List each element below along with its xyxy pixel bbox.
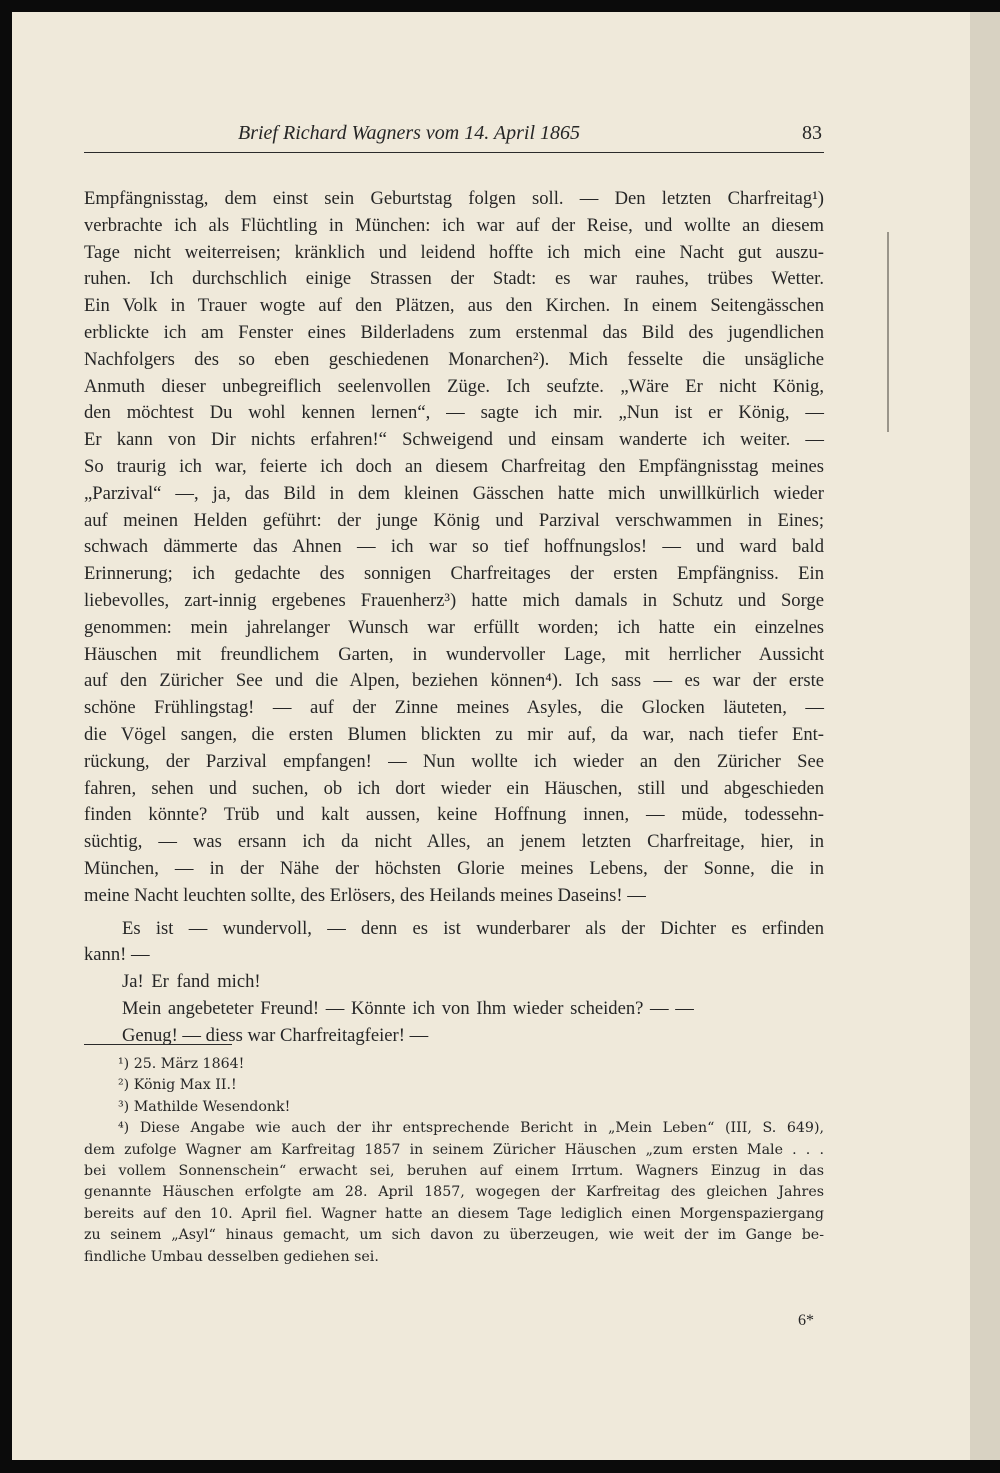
text-line: auf den Züricher See und die Alpen, beziehen können⁴). Ich sass — es war der erste	[84, 670, 824, 692]
text-line: schwach dämmerte das Ahnen — ich war so tief hoffnungslos! — und ward bald	[84, 536, 824, 558]
text-line: Häuschen mit freundlichem Garten, in wundervoller Lage, mit herrlicher Aussicht	[84, 643, 824, 665]
text-line: meine Nacht leuchten sollte, des Erlösers, des Heilands meines Daseins! —	[84, 884, 646, 906]
page-number: 83	[802, 122, 822, 144]
text-line: Mein angebeteter Freund! — Könnte ich von Ihm wieder scheiden? — —	[122, 997, 694, 1019]
text-line: „Parzival“ —, ja, das Bild in dem kleinen Gässchen hatte mich unwillkürlich wieder	[84, 482, 824, 504]
running-header	[84, 120, 824, 153]
footnote-4-line: bereits auf den 10. April fiel. Wagner hatte an diesem Tage lediglich einen Morgenspaziergang	[84, 1205, 824, 1222]
text-line: Anmuth dieser unbegreiflich seelenvollen Züge. Ich seufzte. „Wäre Er nicht König,	[84, 375, 824, 397]
text-line: die Vögel sangen, die ersten Blumen blickten zu mir auf, da war, nach tiefer Ent-	[84, 723, 824, 745]
footnotes	[84, 1054, 824, 1268]
page-edge	[970, 12, 1000, 1460]
text-line: erblickte ich am Fenster eines Bilderladens zum erstenmal das Bild des jugendlichen	[84, 321, 824, 343]
text-line: fahren, sehen und suchen, ob ich dort wieder ein Häuschen, still und abgeschieden	[84, 777, 824, 799]
text-line: ruhen. Ich durchschlich einige Strassen der Stadt: es war rauhes, trübes Wetter.	[84, 268, 824, 290]
footnote-4-line: ⁴) Diese Angabe wie auch der ihr entsprechende Bericht in „Mein Leben“ (III, S. 649),	[118, 1120, 824, 1137]
text-line: auf meinen Helden geführt: der junge König und Parzival verschwammen in Eines;	[84, 509, 824, 531]
text-line: süchtig, — was ersann ich da nicht Alles, an jenem letzten Charfreitage, hier, in	[84, 831, 824, 853]
footnote-4-line: zu seinem „Asyl“ hinaus gemacht, um sich davon zu überzeugen, wie weit der im Gange be-	[84, 1227, 824, 1244]
footnote-rule	[84, 1044, 232, 1045]
text-line: Ja! Er fand mich!	[122, 971, 261, 993]
footnote-3: ³) Mathilde Wesendonk!	[118, 1098, 291, 1115]
footnote-4-line: genannte Häuschen erfolgte am 28. April 1857, wogegen der Karfreitag des gleichen Jahres	[84, 1184, 824, 1201]
body-text	[84, 186, 824, 1050]
text-line: kann! —	[84, 944, 150, 966]
text-line: Empfängnisstag, dem einst sein Geburtstag folgen soll. — Den letzten Charfreitag¹)	[84, 188, 824, 209]
text-line: genommen: mein jahrelanger Wunsch war erfüllt worden; ich hatte ein einzelnes	[84, 616, 824, 638]
text-line: So traurig ich war, feierte ich doch an diesem Charfreitag den Empfängnisstag meines	[84, 455, 824, 477]
footnote-1: ¹) 25. März 1864!	[118, 1056, 245, 1072]
text-line: rückung, der Parzival empfangen! — Nun wollte ich wieder an den Züricher See	[84, 750, 824, 772]
text-line: Es ist — wundervoll, — denn es ist wunderbarer als der Dichter es erfinden	[122, 917, 824, 939]
footnote-2: ²) König Max II.!	[118, 1077, 237, 1094]
text-line: verbrachte ich als Flüchtling in München: ich war auf der Reise, und wollte an diesem	[84, 214, 824, 236]
text-line: München, — in der Nähe der höchsten Glorie meines Lebens, der Sonne, die in	[84, 857, 824, 879]
signature-mark: 6*	[798, 1312, 814, 1329]
footnote-4-line: dem zufolge Wagner am Karfreitag 1857 in seinem Züricher Häuschen „zum ersten Male . . .	[84, 1141, 824, 1158]
margin-pencil-mark	[887, 232, 889, 432]
footnote-4-line: findliche Umbau desselben gediehen sei.	[84, 1248, 379, 1265]
text-line: schöne Frühlingstag! — auf der Zinne meines Asyles, die Glocken läuteten, —	[84, 697, 824, 719]
text-line: liebevolles, zart-innig ergebenes Frauenherz³) hatte mich damals in Schutz und Sorge	[84, 589, 824, 611]
text-line: Er kann von Dir nichts erfahren!“ Schweigend und einsam wanderte ich weiter. —	[84, 429, 824, 451]
footnote-4-line: bei vollem Sonnenschein“ erwacht sei, beruhen auf einem Irrtum. Wagners Einzug in das	[84, 1162, 824, 1179]
text-line: finden könnte? Trüb und kalt aussen, keine Hoffnung innen, — müde, todessehn-	[84, 804, 824, 826]
text-line: Tage nicht weiterreisen; kränklich und leidend hoffte ich mich eine Nacht gut auszu-	[84, 241, 824, 263]
text-line: den möchtest Du wohl kennen lernen“, — sagte ich mir. „Nun ist er König, —	[84, 402, 824, 424]
text-line: Nachfolgers des so eben geschiedenen Monarchen²). Mich fesselte die unsägliche	[84, 348, 824, 370]
text-line: Erinnerung; ich gedachte des sonnigen Charfreitages der ersten Empfängniss. Ein	[84, 563, 824, 585]
running-title: Brief Richard Wagners vom 14. April 1865	[237, 122, 581, 144]
text-line: Ein Volk in Trauer wogte auf den Plätzen, aus den Kirchen. In einem Seitengässchen	[84, 295, 824, 317]
text-line: Genug! — diess war Charfreitagfeier! —	[122, 1024, 429, 1046]
